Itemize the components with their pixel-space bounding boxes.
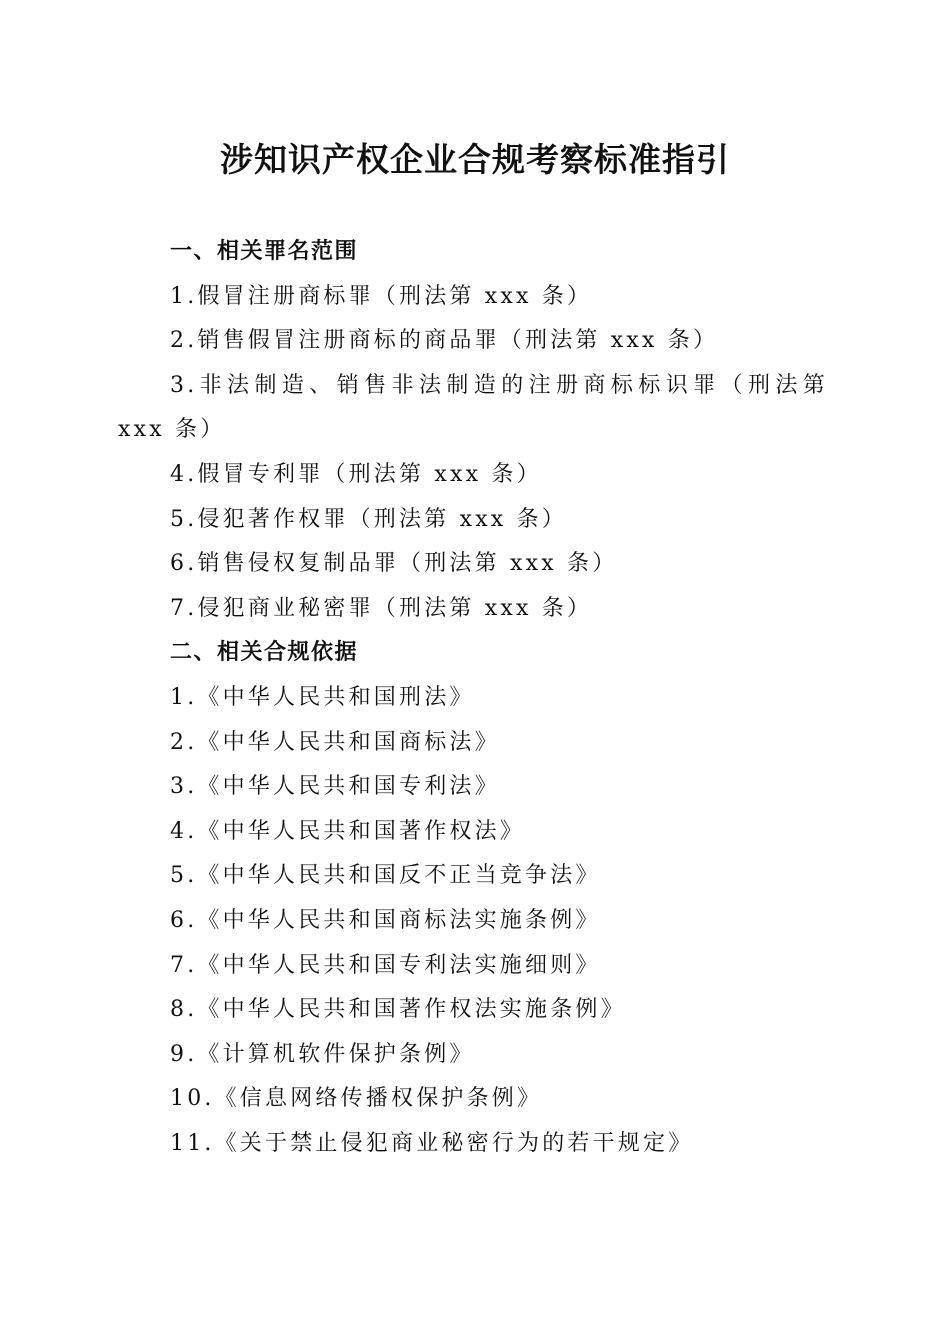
charge-item: 5.侵犯著作权罪（刑法第 xxx 条） — [170, 506, 567, 532]
section-heading-basis: 二、相关合规依据 — [170, 640, 359, 666]
charge-item: 2.销售假冒注册商标的商品罪（刑法第 xxx 条） — [170, 328, 719, 354]
charge-item: 6.销售侵权复制品罪（刑法第 xxx 条） — [170, 551, 618, 577]
document-title: 涉知识产权企业合规考察标准指引 — [220, 140, 730, 179]
basis-item: 7.《中华人民共和国专利法实施细则》 — [170, 952, 601, 978]
document-body — [118, 230, 828, 1166]
basis-item: 9.《计算机软件保护条例》 — [170, 1041, 475, 1067]
basis-item: 3.《中华人民共和国专利法》 — [170, 774, 500, 800]
basis-item: 1.《中华人民共和国刑法》 — [170, 684, 475, 710]
basis-item: 8.《中华人民共和国著作权法实施条例》 — [170, 997, 626, 1023]
basis-item: 4.《中华人民共和国著作权法》 — [170, 818, 525, 844]
basis-item: 11.《关于禁止侵犯商业秘密行为的若干规定》 — [170, 1130, 694, 1156]
section-heading-charges: 一、相关罪名范围 — [170, 239, 359, 264]
charge-item: 3.非法制造、销售非法制造的注册商标标识罪（刑法第 xxx 条） — [118, 372, 828, 443]
basis-item: 6.《中华人民共和国商标法实施条例》 — [170, 907, 601, 933]
basis-item: 5.《中华人民共和国反不正当竞争法》 — [170, 863, 601, 889]
charge-item: 1.假冒注册商标罪（刑法第 xxx 条） — [170, 283, 593, 309]
basis-item: 10.《信息网络传播权保护条例》 — [170, 1086, 543, 1112]
charge-item: 4.假冒专利罪（刑法第 xxx 条） — [170, 461, 542, 487]
basis-item: 2.《中华人民共和国商标法》 — [170, 729, 500, 755]
charge-item: 7.侵犯商业秘密罪（刑法第 xxx 条） — [170, 595, 593, 621]
